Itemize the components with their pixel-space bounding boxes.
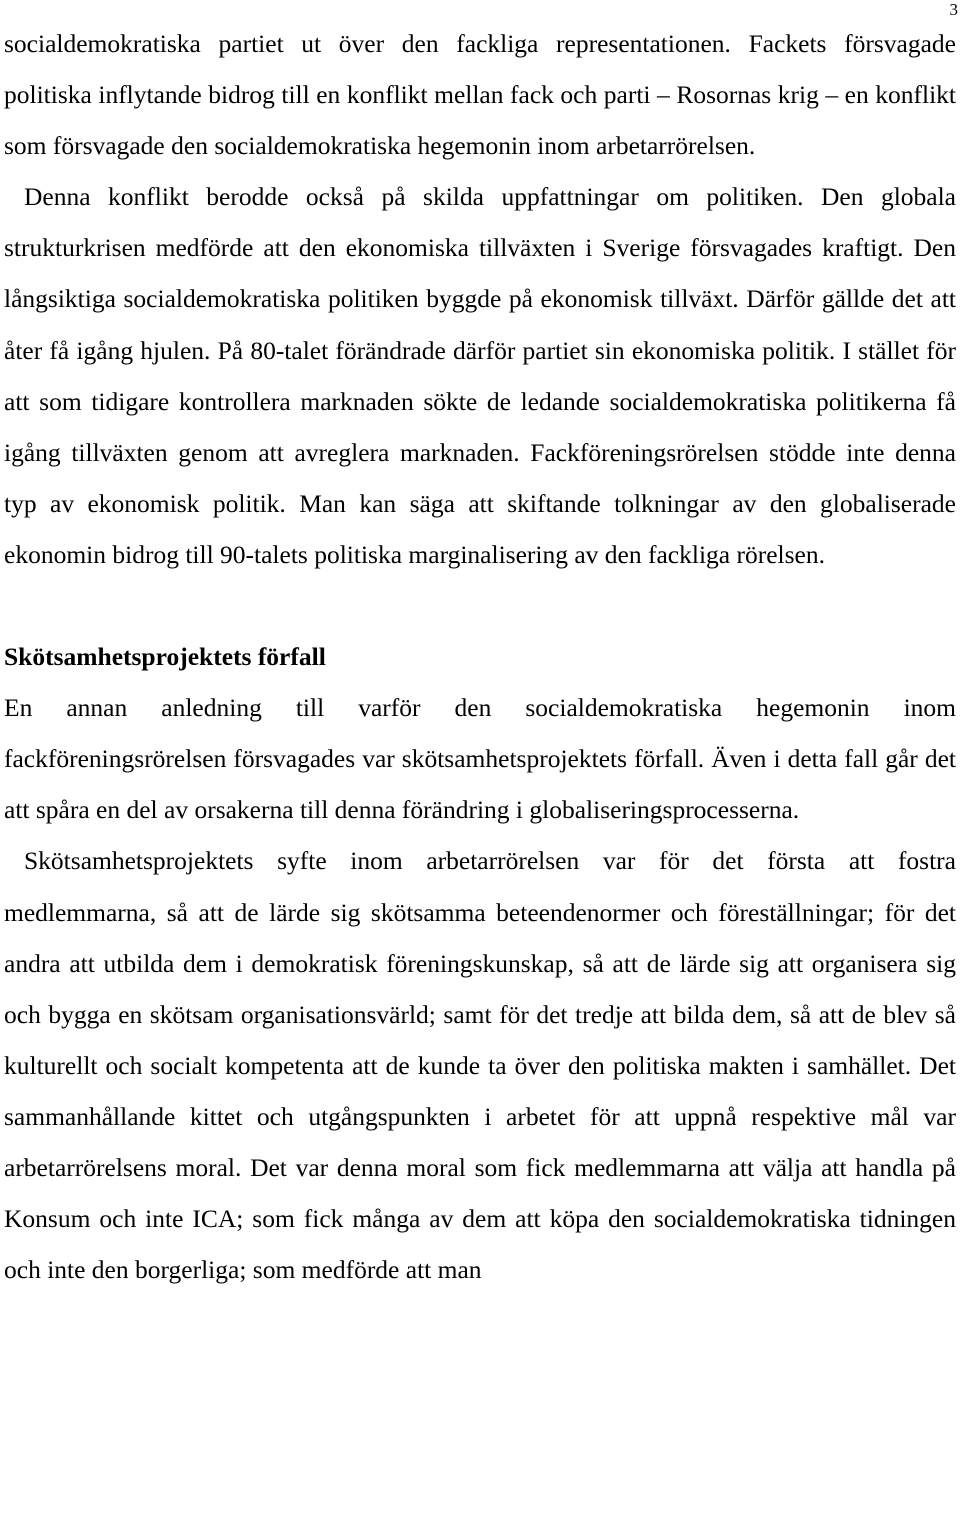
- paragraph-2: Denna konflikt berodde också på skilda uppfattningar om politiken. Den globala strukturkrisen medförde att den ekonomiska tillväxten i Sverige försvagades kraftigt. Den långsiktiga socialdemokratiska politiken byggde på ekonomisk tillväxt. Därför gällde det att åter få igång hjulen. På 80-talet förändrade därför partiet sin ekonomiska politik. I stället för att som tidigare kontrollera marknaden sökte de ledande socialdemokratiska politikerna få igång tillväxten genom att avreglera marknaden. Fackföreningsrörelsen stödde inte denna typ av ekonomisk politik. Man kan säga att skiftande tolkningar av den globaliserade ekonomin bidrog till 90-talets politiska marginalisering av den fackliga rörelsen.: [4, 182, 956, 569]
- paragraph-1: socialdemokratiska partiet ut över den fackliga representationen. Fackets försvagade politiska inflytande bidrog till en konflikt mellan fack och parti – Rosornas krig – en konflikt som försvagade den socialdemokratiska hegemonin inom arbetarrörelsen.: [4, 29, 956, 161]
- document-body: [4, 18, 956, 1295]
- section-heading: Skötsamhetsprojektets förfall: [4, 642, 326, 672]
- page-number: 3: [949, 0, 958, 19]
- paragraph-4: Skötsamhetsprojektets syfte inom arbetarrörelsen var för det första att fostra medlemmarna, så att de lärde sig skötsamma beteendenormer och föreställningar; för det andra att utbilda dem i demokratisk föreningskunskap, så att de lärde sig att organisera sig och bygga en skötsam organisationsvärld; samt för det tredje att bilda dem, så att de blev så kulturellt och socialt kompetenta att de kunde ta över den politiska makten i samhället. Det sammanhållande kittet och utgångspunkten i arbetet för att uppnå respektive mål var arbetarrörelsens moral. Det var denna moral som fick medlemmarna att välja att handla på Konsum och inte ICA; som fick många av dem att köpa den socialdemokratiska tidningen och inte den borgerliga; som medförde att man: [4, 846, 956, 1285]
- paragraph-3: En annan anledning till varför den socialdemokratiska hegemonin inom fackföreningsrörelsen försvagades var skötsamhetsprojektets förfall. Även i detta fall går det att spåra en del av orsakerna till denna förändring i globaliseringsprocesserna.: [4, 693, 956, 825]
